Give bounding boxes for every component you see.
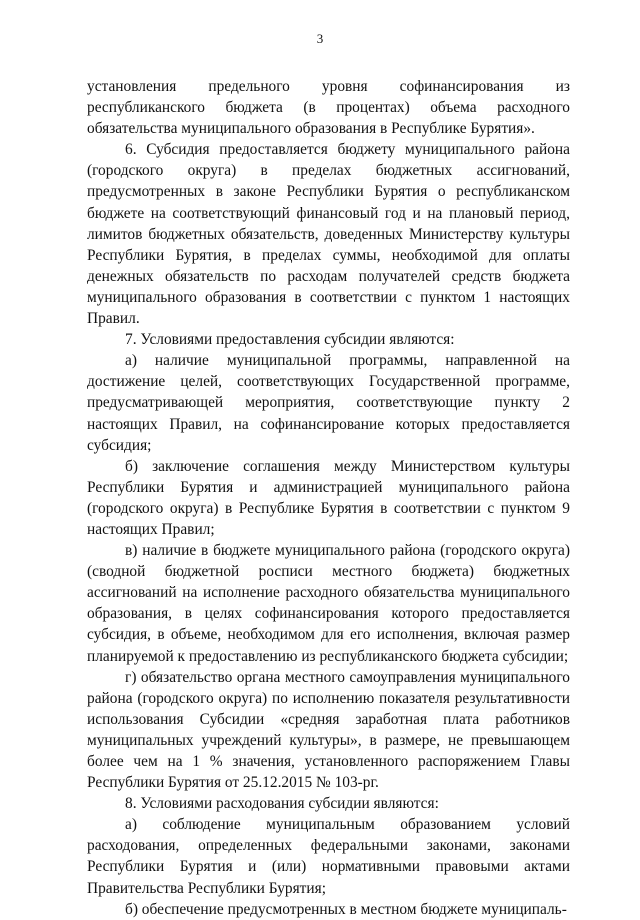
paragraph-item-7v: в) наличие в бюджете муниципального района (городского округа) (сводной бюджетной росписи местного бюджета) бюджетных ассигнований на исполнение расходного обязательства муниципального образования, в целях софинансирования которого предоставляется субсидия, в объеме, необходимом для его исполнения, включая размер планируемой к предоставлению из республиканского бюджета субсидии; xyxy=(87,542,570,665)
paragraph-item-7g: г) обязательство органа местного самоуправления муниципального района (городского округа) по исполнению показателя результативности использования Субсидии «средняя заработная плата работников муниципальных учреждений культуры», в размере, не превышающем более чем на 1 % значения, установленного распоряжением Главы Республики Бурятия от 25.12.2015 № 103-рг. xyxy=(87,668,570,792)
paragraph-item-8b: б) обеспечение предусмотренных в местном бюджете муниципаль- xyxy=(125,900,567,918)
paragraph-continuation: установления предельного уровня софинансирования из республиканского бюджета (в процентах) объема расходного обязательства муниципального образования в Республике Бурятия». xyxy=(87,78,570,138)
paragraph-item-7: 7. Условиями предоставления субсидии являются: xyxy=(125,331,455,349)
paragraph-item-8: 8. Условиями расходования субсидии являются: xyxy=(125,795,439,813)
paragraph-item-8a: а) соблюдение муниципальным образованием условий расходования, определенных федеральными законами, законами Республики Бурятия и (или) нормативными правовыми актами Правительства Республики Бурятия; xyxy=(87,816,570,897)
paragraph-item-7a: а) наличие муниципальной программы, направленной на достижение целей, соответствующих Государственной программе, предусматривающей мероприятия, соответствующие пункту 2 настоящих Правил, на софинансирование которых предоставляется субсидия; xyxy=(87,352,570,454)
paragraph-item-6: 6. Субсидия предоставляется бюджету муниципального района (городского округа) в пределах бюджетных ассигнований, предусмотренных в законе Республики Бурятия о республиканском бюджете на соответствующий финансовый год и на плановый период, лимитов бюджетных обязательств, доведенных Министерству культуры Республики Бурятия, в пределах суммы, необходимой для оплаты денежных обязательств по расходам получателей средств бюджета муниципального образования в соответствии с пунктом 1 настоящих Правил. xyxy=(87,141,570,328)
paragraph-item-7b: б) заключение соглашения между Министерством культуры Республики Бурятия и администрацией муниципального района (городского округа) в Республике Бурятия в соответствии с пунктом 9 настоящих Правил; xyxy=(87,457,570,538)
document-body xyxy=(87,76,570,920)
page-number: 3 xyxy=(316,31,324,46)
